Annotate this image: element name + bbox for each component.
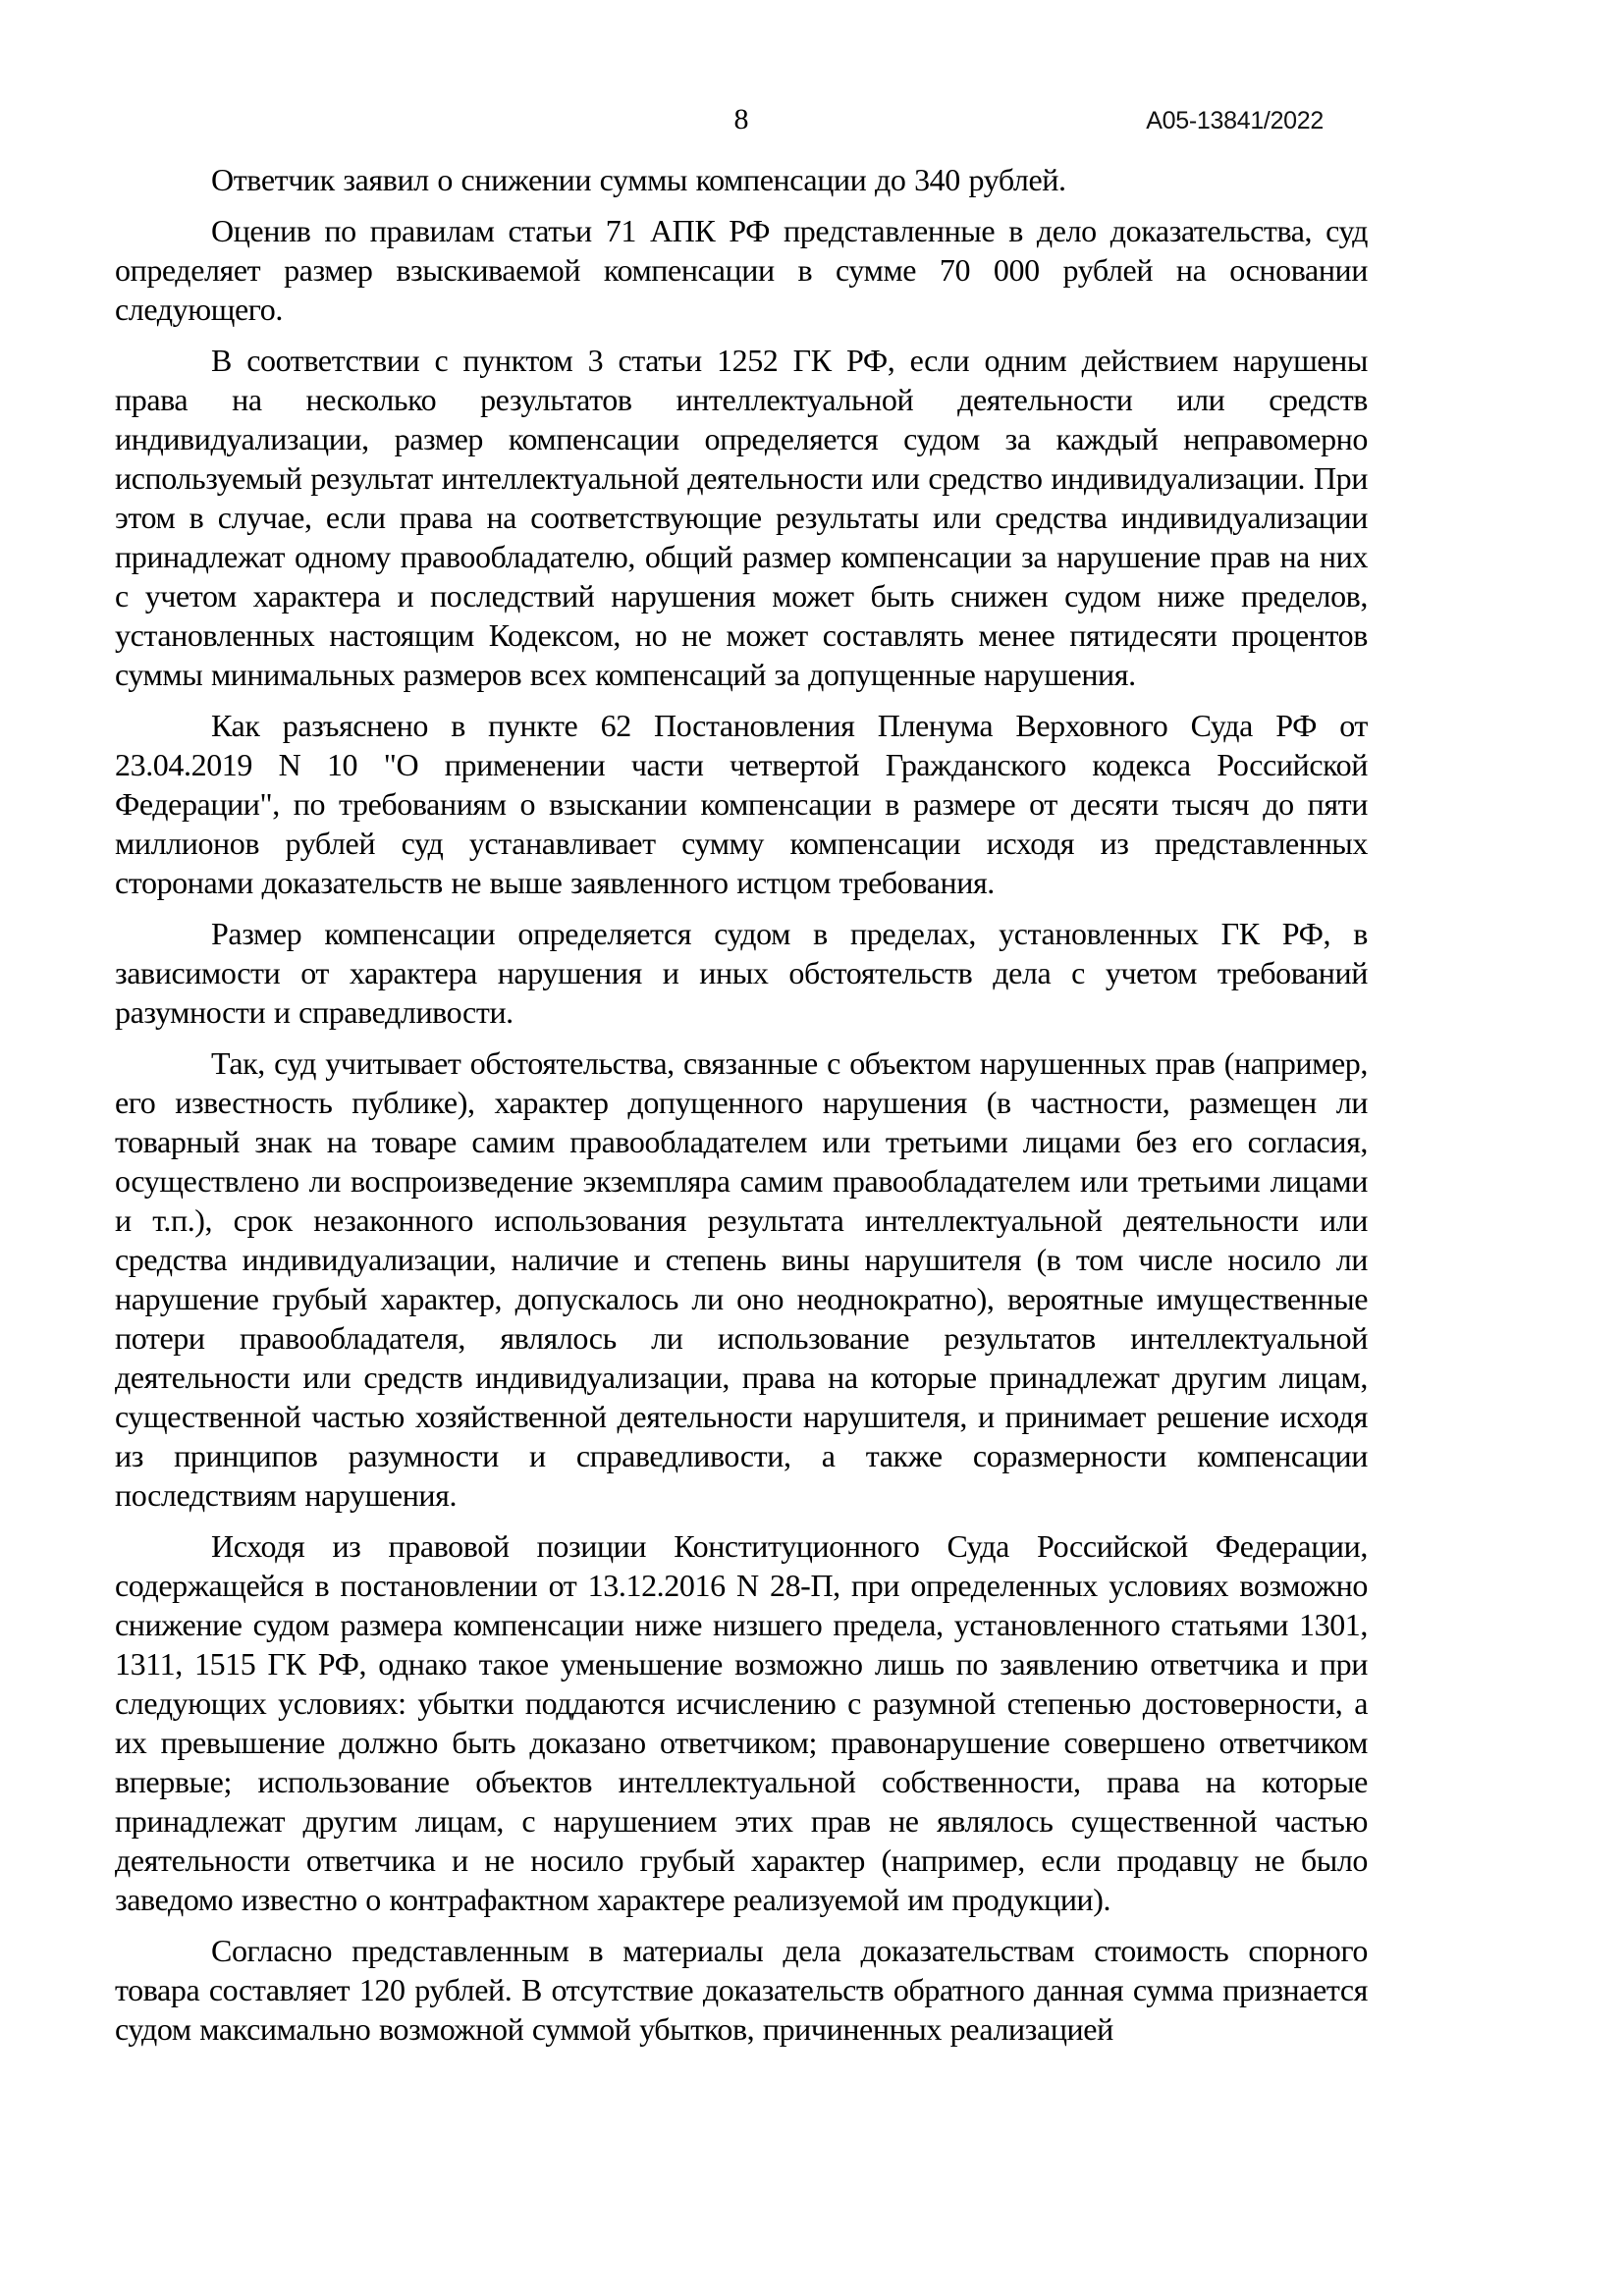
paragraph-article-1252: В соответствии с пунктом 3 статьи 1252 ГК РФ, если одним действием нарушены права на несколько результатов интеллектуальной деятельности или средств индивидуализации, размер компенсации определяется судом за каждый неправомерно используемый результат интеллектуальной деятельности или средство индивидуализации. При этом в случае, если права на соответствующие результаты или средства индивидуализации принадлежат одному правообладателю, общий размер компенсации за нарушение прав на них с учетом характера и последствий нарушения может быть снижен судом ниже пределов, установленных настоящим Кодексом, но не может составлять менее пятидесяти процентов суммы минимальных размеров всех компенсаций за допущенные нарушения. [115,343,1368,692]
page-number: 8 [733,103,749,135]
document-body [115,160,1368,2049]
paragraph-court-considerations: Так, суд учитывает обстоятельства, связанные с объектом нарушенных прав (например, его известность публике), характер допущенного нарушения (в частности, размещен ли товарный знак на товаре самим правообладателем или третьими лицами без его согласия, осуществлено ли воспроизведение экземпляра самим правообладателем или третьими лицами и т.п.), срок незаконного использования результата интеллектуальной деятельности или средства индивидуализации, наличие и степень вины нарушителя (в том числе носило ли нарушение грубый характер, допускалось ли оно неоднократно), вероятные имущественные потери правообладателя, являлось ли использование результатов интеллектуальной деятельности или средств индивидуализации, права на которые принадлежат другим лицам, существенной частью хозяйственной деятельности нарушителя, и принимает решение исходя из принципов разумности и справедливости, а также соразмерности компенсации последствиям нарушения. [115,1045,1368,1513]
page-header [115,101,1368,142]
paragraph-respondent-claim: Ответчик заявил о снижении суммы компенсации до 340 рублей. [211,162,1066,197]
paragraph-plenum-ruling-62: Как разъяснено в пункте 62 Постановления Пленума Верховного Суда РФ от 23.04.2019 N 10 "О применении части четвертой Гражданского кодекса Российской Федерации", по требованиям о взыскании компенсации в размере от десяти тысяч до пяти миллионов рублей суд устанавливает сумму компенсации исходя из представленных сторонами доказательств не выше заявленного истцом требования. [115,708,1368,900]
paragraph-goods-cost: Согласно представленным в материалы дела доказательствам стоимость спорного товара составляет 120 рублей. В отсутствие доказательств обратного данная сумма признается судом максимально возможной суммой убытков, причиненных реализацией [115,1933,1368,2047]
case-number: A05-13841/2022 [1146,107,1324,134]
paragraph-court-assessment: Оценив по правилам статьи 71 АПК РФ представленные в дело доказательства, суд определяет размер взыскиваемой компенсации в сумме 70 000 рублей на основании следующего. [115,213,1368,327]
paragraph-compensation-limits: Размер компенсации определяется судом в пределах, установленных ГК РФ, в зависимости от характера нарушения и иных обстоятельств дела с учетом требований разумности и справедливости. [115,916,1368,1030]
paragraph-constitutional-court-position: Исходя из правовой позиции Конституционного Суда Российской Федерации, содержащейся в постановлении от 13.12.2016 N 28-П, при определенных условиях возможно снижение судом размера компенсации ниже низшего предела, установленного статьями 1301, 1311, 1515 ГК РФ, однако такое уменьшение возможно лишь по заявлению ответчика и при следующих условиях: убытки поддаются исчислению с разумной степенью достоверности, а их превышение должно быть доказано ответчиком; правонарушение совершено ответчиком впервые; использование объектов интеллектуальной собственности, права на которые принадлежат другим лицам, с нарушением этих прав не являлось существенной частью деятельности ответчика и не носило грубый характер (например, если продавцу не было заведомо известно о контрафактном характере реализуемой им продукции). [115,1528,1368,1917]
